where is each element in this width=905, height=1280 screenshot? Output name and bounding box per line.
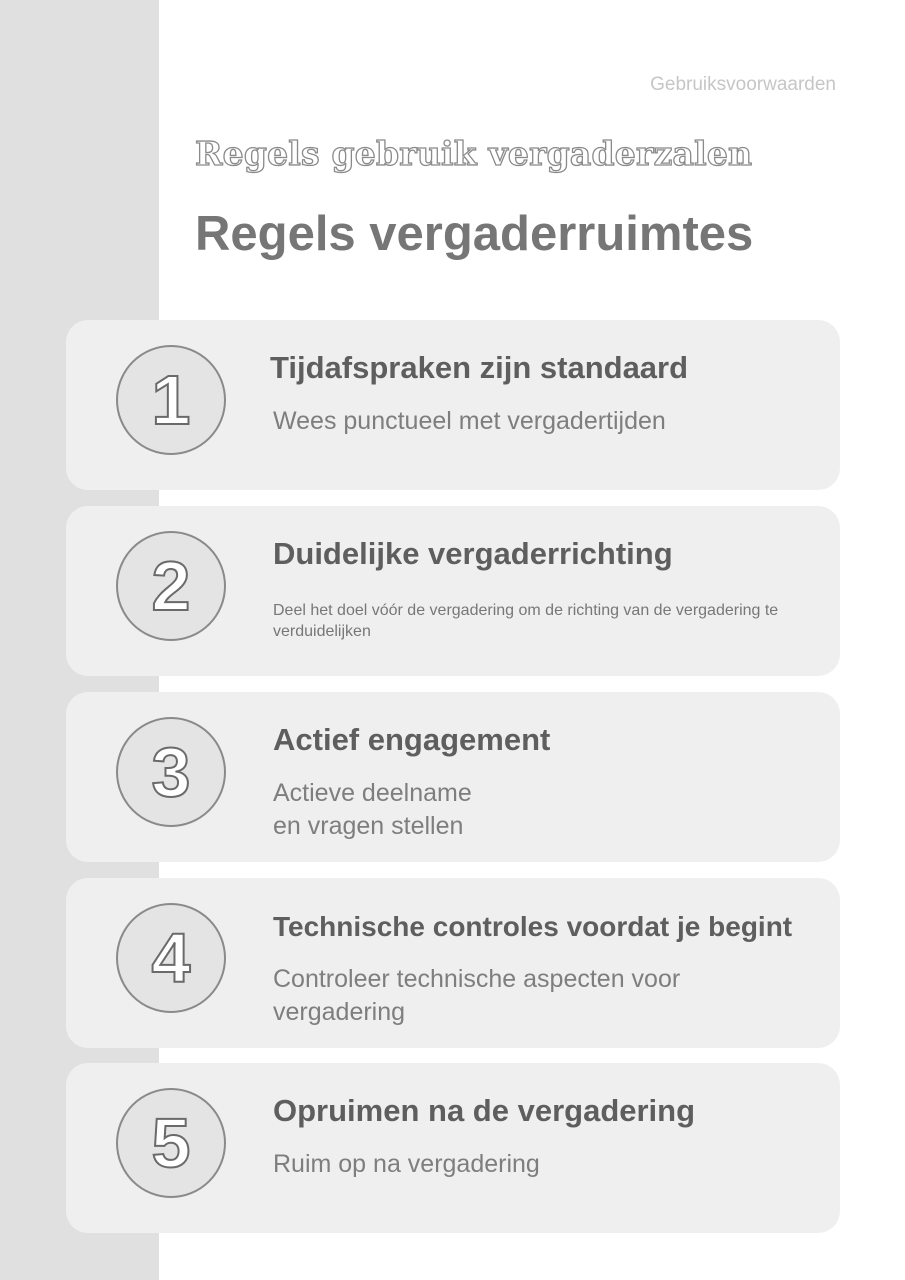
rule-number: 5 (151, 1104, 191, 1182)
rule-card-5 (66, 1063, 840, 1233)
rule-title: Opruimen na de vergadering (273, 1093, 696, 1128)
rule-number: 4 (151, 919, 191, 997)
number-badge-3 (116, 717, 226, 827)
rule-description: Ruim op na vergadering (273, 1150, 540, 1178)
rule-title: Technische controles voordat je begint (273, 911, 793, 942)
rule-title: Tijdafspraken zijn standaard (270, 350, 689, 385)
rule-description: Actieve deelname en vragen stellen (273, 779, 472, 840)
page-title: Regels vergaderruimtes (195, 207, 754, 261)
rule-card-2 (66, 506, 840, 676)
rule-card-3 (66, 692, 840, 862)
rule-description: Controleer technische aspecten voor vergadering (273, 965, 681, 1026)
number-badge-4 (116, 903, 226, 1013)
rule-number: 2 (151, 547, 191, 625)
document-label: Gebruiksvoorwaarden (650, 74, 836, 95)
outline-title: Regels gebruik vergaderzalen (195, 134, 753, 173)
rule-description: Wees punctueel met vergadertijden (273, 407, 666, 435)
rule-description: Deel het doel vóór de vergadering om de richting van de vergadering te verduidelijken (273, 602, 779, 640)
rule-title: Duidelijke vergaderrichting (273, 536, 673, 571)
rule-number: 3 (151, 733, 191, 811)
rule-title: Actief engagement (273, 722, 551, 757)
rule-card-1 (66, 320, 840, 490)
number-badge-5 (116, 1088, 226, 1198)
rule-card-4 (66, 878, 840, 1048)
rule-number: 1 (151, 361, 191, 439)
number-badge-2 (116, 531, 226, 641)
number-badge-1 (116, 345, 226, 455)
